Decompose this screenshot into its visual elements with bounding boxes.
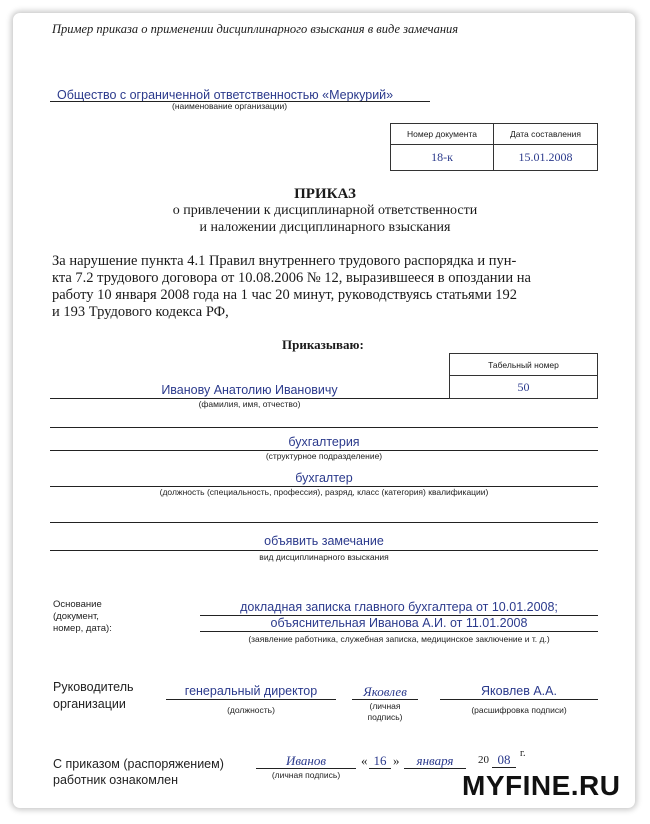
position-value: бухгалтер <box>295 471 353 485</box>
penalty-caption: вид дисциплинарного взыскания <box>259 552 389 562</box>
doc-date-value: 15.01.2008 <box>494 145 598 171</box>
tab-number-value: 50 <box>450 376 598 399</box>
position-caption: (должность (специальность, профессия), разряд, класс (категория) квалификации) <box>159 487 489 497</box>
doc-date-header: Дата составления <box>494 124 598 145</box>
body-line-2: кта 7.2 трудового договора от 10.08.2006 № 12, выразившееся в опоздании на <box>52 270 531 286</box>
ack-signature-underline <box>256 768 356 769</box>
ack-day-underline <box>369 768 391 769</box>
ack-quote-open: « <box>361 753 368 768</box>
blank-line <box>50 427 598 428</box>
doc-number-header: Номер документа <box>391 124 494 145</box>
body-line-1: За нарушение пункта 4.1 Правил внутреннего трудового распорядка и пун- <box>52 253 517 269</box>
department-caption: (структурное подразделение) <box>265 451 383 461</box>
myfine-logo: MYFINE.RU <box>462 770 621 801</box>
ack-label-1: С приказом (распоряжением) <box>53 757 224 771</box>
head-decoded-caption: (расшифровка подписи) <box>471 705 567 715</box>
ack-signature-caption: (личная подпись) <box>271 770 341 780</box>
head-label-1: Руководитель <box>53 680 134 694</box>
basis-value-2: объяснительная Иванова А.И. от 11.01.2008 <box>270 616 528 630</box>
blank-line-2 <box>50 522 598 523</box>
document-subtitle-2: и наложении дисциплинарного взыскания <box>199 220 451 235</box>
head-signature-underline <box>352 699 418 700</box>
ack-quote-close: » <box>393 753 400 768</box>
basis-label-3: номер, дата): <box>53 623 112 634</box>
department-value: бухгалтерия <box>288 435 360 449</box>
employee-caption: (фамилия, имя, отчество) <box>198 399 301 409</box>
doc-number-value: 18-к <box>391 145 494 171</box>
ack-month: января <box>416 753 454 768</box>
basis-label-1: Основание <box>53 599 102 610</box>
ack-year-prefix: 20 <box>478 754 489 766</box>
head-label-2: организации <box>53 697 126 711</box>
ack-day: 16 <box>373 753 387 768</box>
head-signature-caption-2: подпись) <box>367 712 403 722</box>
basis-label-2: (документ, <box>53 611 99 622</box>
body-line-4: и 193 Трудового кодекса РФ, <box>52 304 229 320</box>
page-header: Пример приказа о применении дисциплинарного взыскания в виде замечания <box>52 22 459 36</box>
penalty-value: объявить замечание <box>264 534 384 548</box>
ack-month-underline <box>404 768 466 769</box>
document-table <box>390 123 598 171</box>
ack-year-underline <box>492 767 516 768</box>
ack-year: 08 <box>497 752 511 767</box>
ack-signature: Иванов <box>285 753 327 768</box>
head-decoded-underline <box>440 699 598 700</box>
head-signature-caption-1: (личная <box>369 701 401 711</box>
basis-value-1: докладная записка главного бухгалтера от 10.01.2008; <box>240 600 558 614</box>
organization-name: Общество с ограниченной ответственностью «Меркурий» <box>57 88 394 102</box>
head-decoded-value: Яковлев А.А. <box>481 684 557 698</box>
document-subtitle-1: о привлечении к дисциплинарной ответственности <box>172 203 478 218</box>
basis-underline-2 <box>200 631 598 632</box>
organization-caption: (наименование организации) <box>172 101 288 111</box>
document-title: ПРИКАЗ <box>294 186 356 202</box>
basis-caption: (заявление работника, служебная записка, медицинское заключение и т. д.) <box>248 634 550 644</box>
ack-label-2: работник ознакомлен <box>53 773 178 787</box>
order-word: Приказываю: <box>282 337 364 352</box>
ack-year-suffix: г. <box>520 748 526 759</box>
tab-number-header: Табельный номер <box>450 354 598 376</box>
head-position-caption: (должность) <box>227 705 275 715</box>
head-position-value: генеральный директор <box>184 684 318 698</box>
employee-name: Иванову Анатолию Ивановичу <box>161 383 338 397</box>
body-line-3: работу 10 января 2008 года на 1 час 20 минут, руководствуясь статьями 192 <box>52 287 517 303</box>
penalty-underline <box>50 550 598 551</box>
head-position-underline <box>166 699 336 700</box>
head-signature: Яковлев <box>363 684 407 699</box>
tab-number-table <box>449 353 598 399</box>
